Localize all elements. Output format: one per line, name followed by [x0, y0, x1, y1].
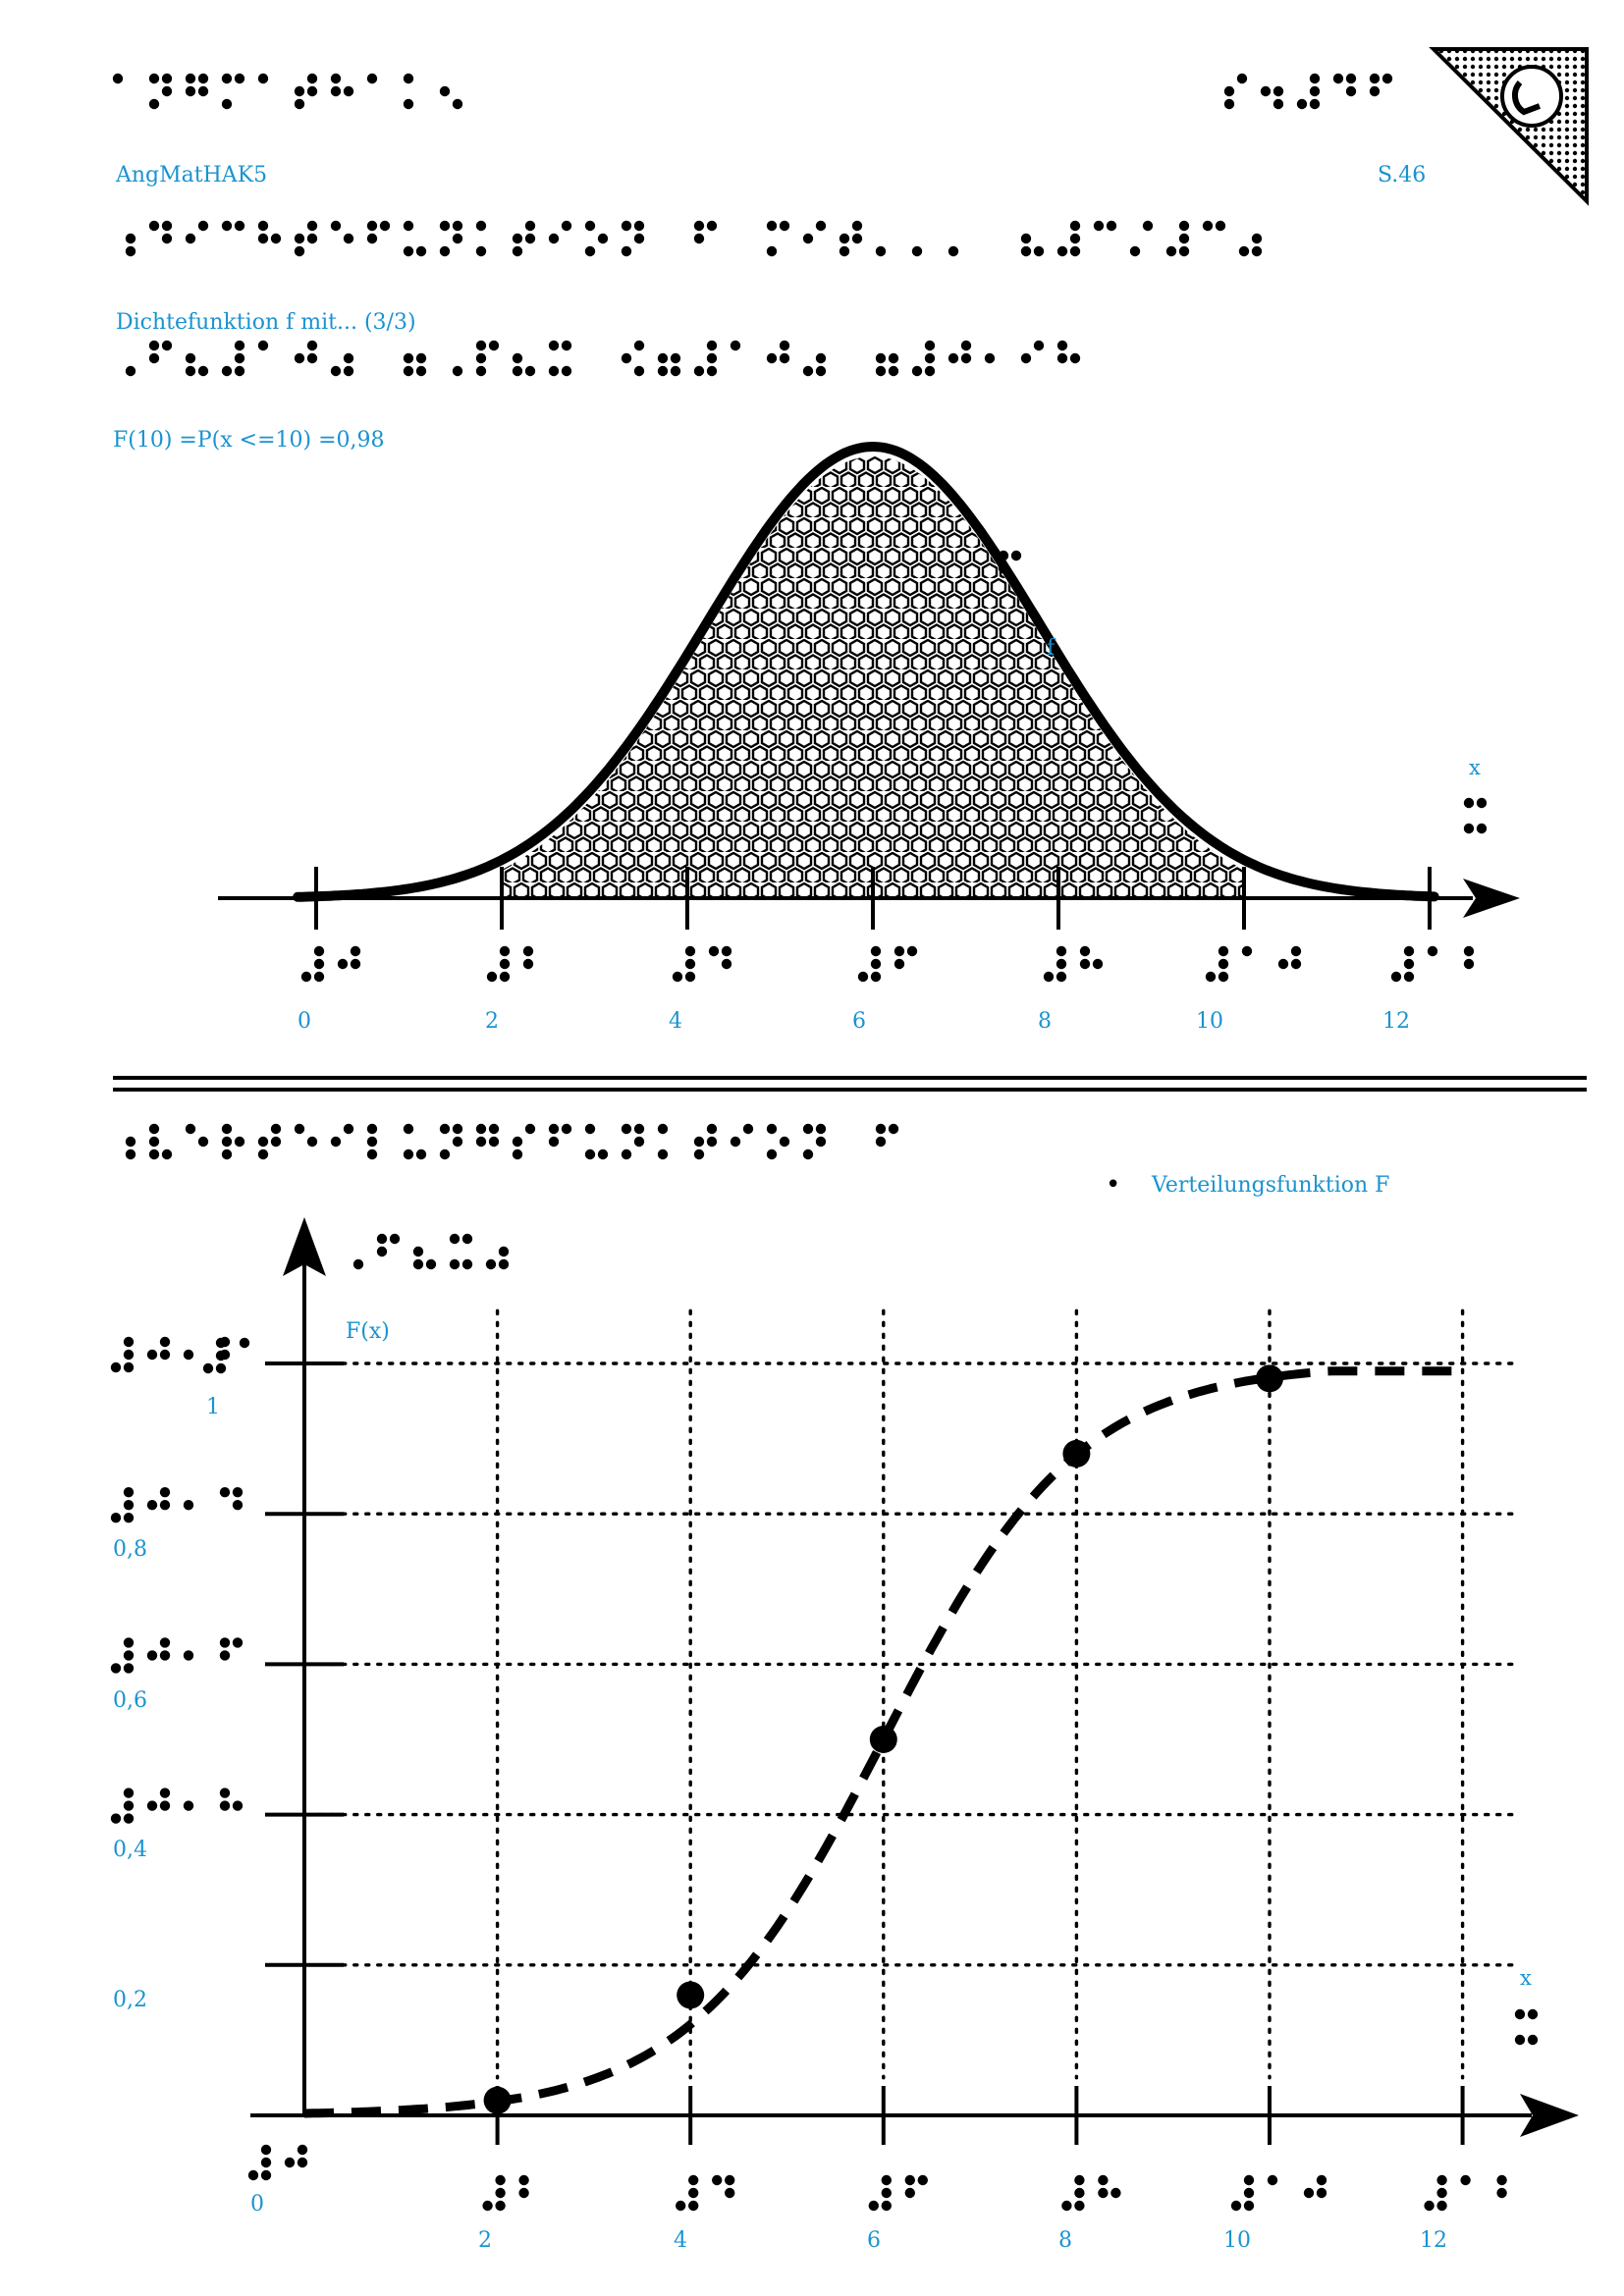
- cdf-y-tick-0-6: 0,6: [113, 1688, 147, 1713]
- density-x-tick-2: 2: [485, 1009, 499, 1034]
- cdf-x-tick-6: 6: [867, 2228, 881, 2253]
- braille-density-x-tick: [1391, 946, 1474, 982]
- cdf-point: [1062, 1440, 1090, 1468]
- braille-density-x-tick: [858, 946, 917, 982]
- braille-cdf-x-tick: [869, 2175, 928, 2211]
- braille-cdf-x-tick: [1231, 2175, 1326, 2211]
- cdf-point: [870, 1726, 897, 1753]
- cdf-y-tick-0-4: 0,4: [113, 1838, 147, 1862]
- braille-cdf-x-tick: [482, 2175, 528, 2211]
- braille-density-x-tick: [301, 946, 360, 982]
- braille-cdf-x-tick: [1061, 2175, 1120, 2211]
- cdf-y-axis-label: F(x): [346, 1319, 390, 1344]
- braille-density-x-tick: [487, 946, 533, 982]
- cdf-chart: [250, 1217, 1579, 2145]
- density-heading-label: Dichtefunktion f mit... (3/3): [116, 310, 416, 335]
- cdf-x-tick-8: 8: [1058, 2228, 1072, 2253]
- density-x-tick-6: 6: [852, 1009, 866, 1034]
- cdf-point: [484, 2087, 512, 2114]
- braille-page-number: [1224, 74, 1392, 109]
- braille-cdf-x-axis-label: [1515, 2009, 1538, 2045]
- density-x-tick-8: 8: [1038, 1009, 1052, 1034]
- braille-cdf-x-tick: [676, 2175, 734, 2211]
- braille-density-heading: [126, 221, 1262, 256]
- section-separator: [113, 1078, 1587, 1090]
- corner-orientation-mark: [1434, 49, 1587, 201]
- density-curve-label: f: [1047, 636, 1056, 661]
- cdf-x-axis-label: x: [1520, 1966, 1532, 1990]
- braille-cdf-y-tick: [111, 1637, 243, 1673]
- cdf-point: [677, 1981, 704, 2008]
- cdf-y-tick-0-2: 0,2: [113, 1988, 147, 2012]
- cdf-bullet: •: [1106, 1170, 1121, 1200]
- density-x-tick-10: 10: [1196, 1009, 1223, 1034]
- braille-density-x-axis-label: [1464, 798, 1487, 833]
- braille-formula: [126, 341, 1080, 376]
- cdf-y-tick-1: 1: [206, 1395, 220, 1419]
- cdf-x-tick-2: 2: [478, 2228, 492, 2253]
- braille-cdf-y-axis-label: [353, 1234, 509, 1269]
- braille-density-x-tick: [1206, 946, 1301, 982]
- braille-density-x-tick: [673, 946, 731, 982]
- density-x-axis-label: x: [1469, 756, 1481, 779]
- braille-cdf-heading: [126, 1124, 898, 1159]
- cdf-y-tick-0-8: 0,8: [113, 1537, 147, 1562]
- braille-cdf-y-tick: [111, 1487, 243, 1522]
- braille-cdf-x-tick: [1424, 2175, 1506, 2211]
- cdf-x-tick-10: 10: [1223, 2228, 1251, 2253]
- density-x-tick-12: 12: [1382, 1009, 1410, 1034]
- cdf-x-tick-0: 0: [250, 2192, 264, 2216]
- cdf-heading-label: Verteilungsfunktion F: [1152, 1173, 1390, 1198]
- braille-layer: [111, 74, 1538, 2211]
- braille-cdf-y-tick: [111, 1788, 243, 1823]
- cdf-x-tick-4: 4: [674, 2228, 687, 2253]
- formula-label: F(10) =P(x <=10) =0,98: [113, 428, 385, 453]
- title-label: AngMatHAK5: [116, 163, 268, 187]
- braille-density-x-tick: [1044, 946, 1103, 982]
- cdf-x-tick-12: 12: [1420, 2228, 1447, 2253]
- density-x-tick-0: 0: [298, 1009, 311, 1034]
- page-number-label: S.46: [1378, 163, 1427, 187]
- cdf-point: [1256, 1364, 1283, 1392]
- density-x-tick-4: 4: [669, 1009, 682, 1034]
- braille-cdf-x-tick: [248, 2145, 307, 2180]
- braille-title: [113, 74, 462, 109]
